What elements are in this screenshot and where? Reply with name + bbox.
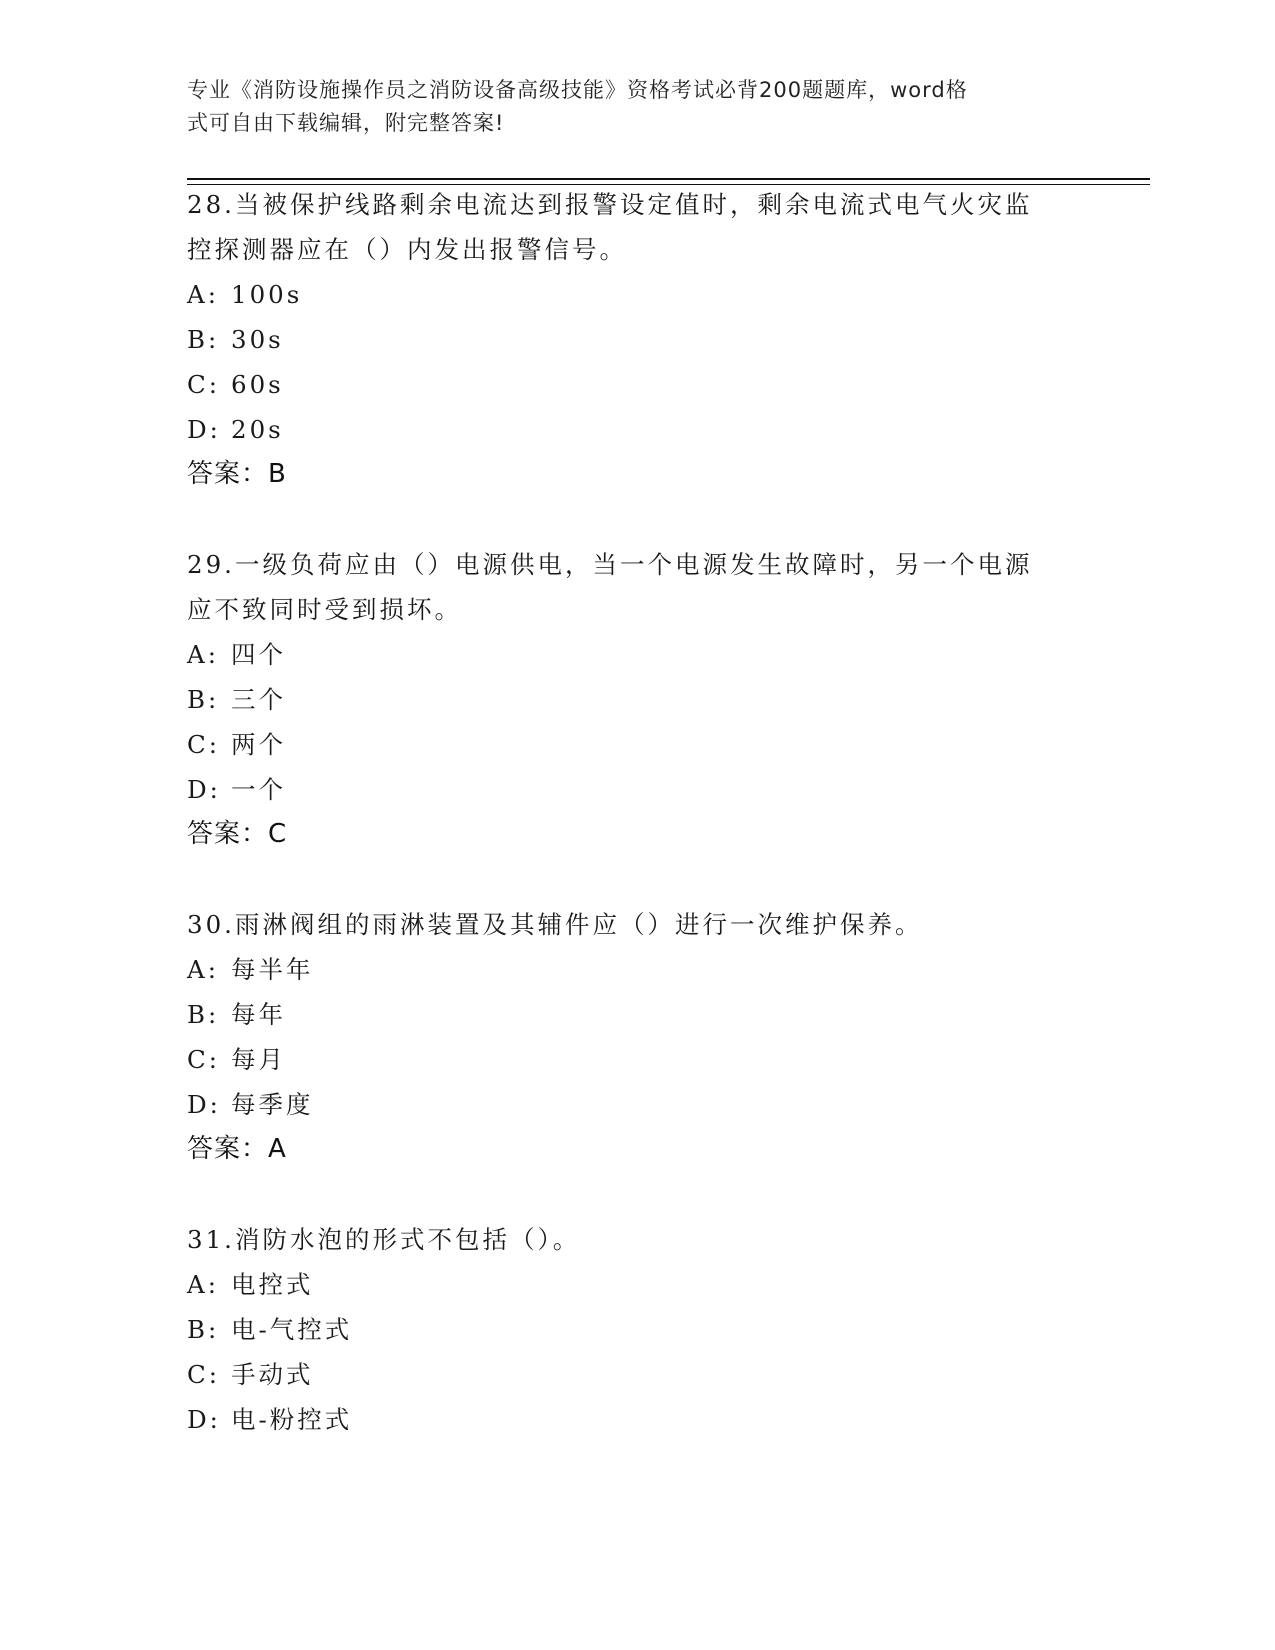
option-a	[187, 272, 1087, 317]
option-key: C:	[187, 1045, 221, 1074]
option-text: 两个	[231, 730, 286, 759]
option-text: 手动式	[231, 1360, 314, 1389]
option-c	[187, 1352, 1087, 1397]
option-b	[187, 1307, 1087, 1352]
option-text: 四个	[231, 640, 286, 669]
option-text: 60s	[231, 370, 284, 399]
option-key: B:	[187, 1315, 220, 1344]
question-stem-line: 应不致同时受到损坏。	[187, 595, 462, 624]
option-key: D:	[187, 415, 221, 444]
question-28	[187, 182, 1087, 497]
option-d	[187, 1397, 1087, 1442]
question-stem-line: 30.雨淋阀组的雨淋装置及其辅件应（）进行一次维护保养。	[187, 910, 923, 939]
option-d	[187, 407, 1087, 452]
option-a	[187, 947, 1087, 992]
option-key: D:	[187, 1090, 221, 1119]
option-key: A:	[187, 640, 219, 669]
option-key: D:	[187, 775, 221, 804]
option-a	[187, 632, 1087, 677]
option-c	[187, 722, 1087, 767]
option-text: 三个	[231, 685, 286, 714]
question-stem-line: 控探测器应在（）内发出报警信号。	[187, 235, 627, 264]
option-key: B:	[187, 685, 220, 714]
header-divider-thick	[187, 178, 1150, 180]
option-key: A:	[187, 280, 219, 309]
question-stem-line: 31.消防水泡的形式不包括（）。	[187, 1225, 581, 1254]
option-key: A:	[187, 1270, 219, 1299]
question-stem-line: 29.一级负荷应由（）电源供电，当一个电源发生故障时，另一个电源	[187, 550, 1033, 579]
question-29	[187, 542, 1087, 857]
answer: 答案：A	[187, 1134, 287, 1164]
option-text: 20s	[231, 415, 284, 444]
option-text: 30s	[231, 325, 284, 354]
option-text: 电-粉控式	[231, 1405, 353, 1434]
option-key: B:	[187, 1000, 220, 1029]
option-text: 每月	[231, 1045, 286, 1074]
option-d	[187, 767, 1087, 812]
option-text: 电-气控式	[231, 1315, 353, 1344]
option-b	[187, 992, 1087, 1037]
header-line-1: 专业《消防设施操作员之消防设备高级技能》资格考试必背200题题库，word格	[187, 78, 968, 102]
document-header	[187, 74, 1067, 140]
option-key: C:	[187, 1360, 221, 1389]
option-a	[187, 1262, 1087, 1307]
option-text: 每季度	[231, 1090, 314, 1119]
option-b	[187, 317, 1087, 362]
option-text: 100s	[231, 280, 303, 309]
option-text: 每年	[231, 1000, 286, 1029]
option-key: A:	[187, 955, 219, 984]
answer: 答案：B	[187, 459, 287, 489]
option-key: C:	[187, 370, 221, 399]
option-key: C:	[187, 730, 221, 759]
option-b	[187, 677, 1087, 722]
option-d	[187, 1082, 1087, 1127]
option-c	[187, 1037, 1087, 1082]
question-stem-line: 28.当被保护线路剩余电流达到报警设定值时，剩余电流式电气火灾监	[187, 190, 1033, 219]
option-text: 一个	[231, 775, 286, 804]
question-31	[187, 1217, 1087, 1442]
option-key: D:	[187, 1405, 221, 1434]
header-line-2: 式可自由下载编辑，附完整答案!	[187, 111, 505, 135]
option-key: B:	[187, 325, 220, 354]
option-text: 每半年	[231, 955, 314, 984]
answer: 答案：C	[187, 819, 288, 849]
option-c	[187, 362, 1087, 407]
option-text: 电控式	[231, 1270, 314, 1299]
question-30	[187, 902, 1087, 1172]
